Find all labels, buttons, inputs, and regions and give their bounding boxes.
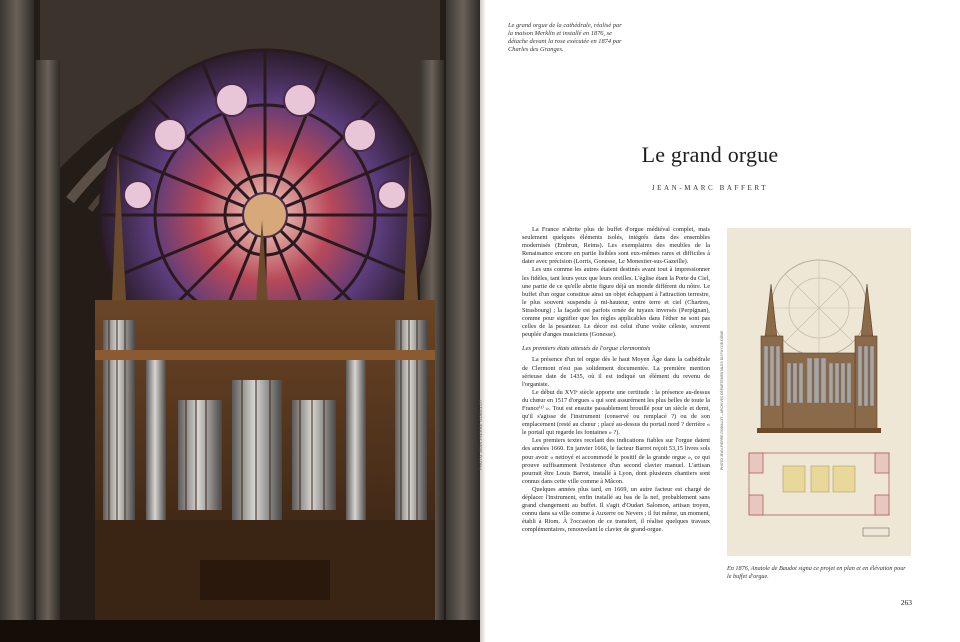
page-number: 263 xyxy=(900,598,912,607)
body-paragraph: Les premiers textes recelant des indications fiables sur l'orgue datent des années 1660. En janvier 1666, le facteur Barrot reçoit 53,15 livres sols pour avoir « nettoyé et accommodé le positif de la grande orgue », ce qui prouve suffisamment l'existence d'un second clavier manuel. L'artisan pourrait être Louis Barrot, installé à Lyon, dont plusieurs chantiers sont connus dans cette ville comme à Mâcon. xyxy=(522,437,710,485)
photo-credit-left: PHOTO JEAN-PIERRE GOBILLOT xyxy=(478,399,483,470)
body-paragraph: Quelques années plus tard, en 1669, un autre facteur est chargé de déplacer l'instrument, enfin installé au bas de la nef, probablement sans grand changement au buffet. Il s'agit d'Oudart Salomon, artisan troyen, connu dans sa ville comme à Auxerre ou Nevers ; il fut même, un moment, établi à Riom. À l'occasion de ce transfert, il réalise quelques travaux complémentaires, renouvelant le clavier de grand-orgue. xyxy=(522,485,710,534)
photo-credit-right: PHOTO JEAN-PIERRE GOBILLOT – ARCHIVES DÉPARTEMENTALES DU PUY-DE-DÔME xyxy=(720,330,724,470)
article-title: Le grand orgue xyxy=(641,142,779,167)
body-paragraph: Les uns comme les autres étaient destinés avant tout à impressionner les fidèles, tant leurs yeux que leurs oreilles. L'église étant la Porte du Ciel, une partie de ce qu'elle abrite figure déjà un monde différent du nôtre. Le buffet d'un orgue constitue ainsi un objet échappant à l'attraction terrestre, le plus souvent suspendu à mi-hauteur, entre terre et ciel (Chartres, Strasbourg) ; la façade est parfois ornée de tuyaux inversés (Perpignan), comme pour signifier que les règles applicables dans l'éther ne sont pas celles de la pesanteur. Le décor est celui d'une voûte céleste, souvent peuplée d'anges musiciens (Gonesse). xyxy=(522,266,710,339)
organ-elevation-drawing xyxy=(727,228,911,556)
architectural-drawing xyxy=(727,228,911,556)
section-heading: Les premiers états attestés de l'orgue clermontois xyxy=(522,345,651,353)
article-body xyxy=(522,226,710,534)
body-paragraph: Le début du XVIᵉ siècle apporte une certitude : la présence au-dessus du chœur en 1517 d'orgues « qui sont assurément les plus belles de toute la France⁽¹⁾ ». Tout est ensuite passablement brouillé pour un siècle et demi, qu'il s'agisse de l'instrument (conservé ou remplacé ?) ou de son emplacement (resté au chœur ; placé au-dessus du portail nord ? derrière « le portail qui regarde les fontaines » ?). xyxy=(522,388,710,437)
article-author: JEAN-MARC BAFFERT xyxy=(651,184,769,192)
drawing-caption: En 1876, Anatole de Baudot signa ce projet en plan et en élévation pour le buffet d'orgue. xyxy=(727,565,906,580)
photo-caption: Le grand orgue de la cathédrale, réalisé par la maison Merklin et installé en 1876, se détache devant la rose exécutée en 1874 par Charles des Granges. xyxy=(508,22,622,53)
body-paragraph: La présence d'un tel orgue dès le haut Moyen Âge dans la cathédrale de Clermont n'est pas solidement documentée. La première mention sérieuse date de 1435, où il est indiqué un élément du revenu de l'organiste. xyxy=(522,356,710,388)
body-paragraph: La France n'abrite plus de buffet d'orgue médiéval complet, mais seulement quelques éléments isolés, intégrés dans des ensembles modernisés (Embrun, Reims). Les exemplaires des meubles de la Renaissance encore en partie lisibles sont eux-mêmes rares et difficiles à dater avec précision (Lorris, Gonesse, Le Monestier-sus-Gazeille). xyxy=(522,226,710,266)
page-gutter xyxy=(480,0,486,642)
